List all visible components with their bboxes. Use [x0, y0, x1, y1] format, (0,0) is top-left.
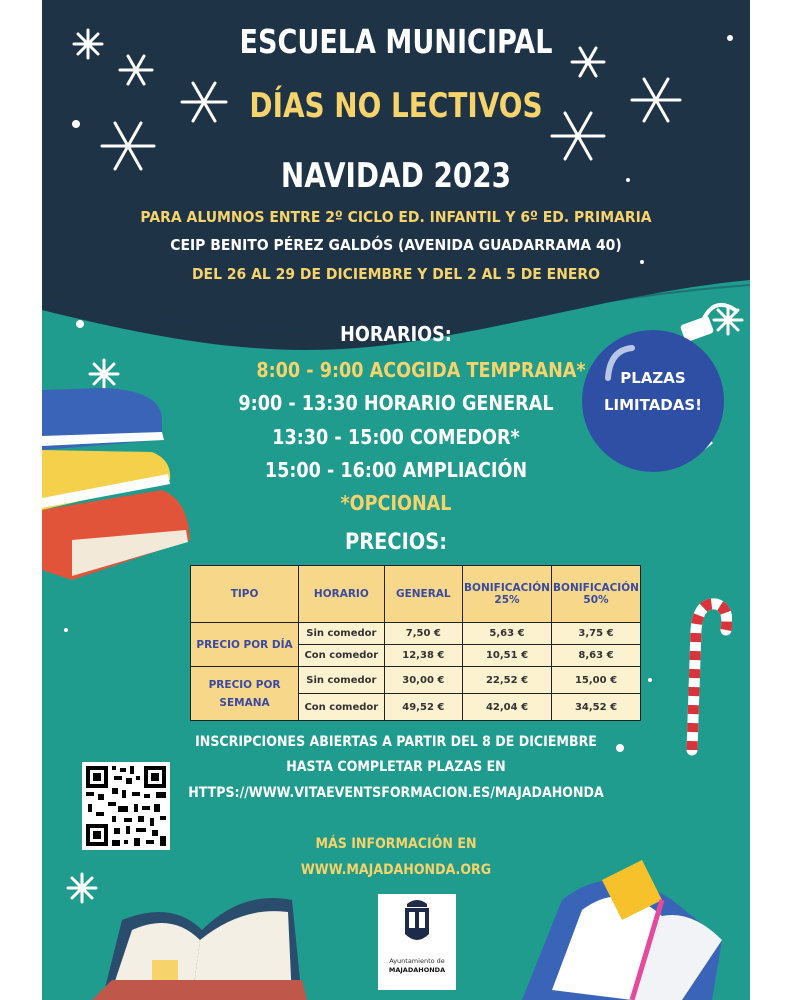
table-cell: 22,52 €: [463, 667, 552, 694]
table-cell: 49,52 €: [384, 694, 462, 721]
horario-item: 15:00 - 16:00 AMPLIACIÓN: [264, 458, 528, 482]
inscripciones-line-2: HASTA COMPLETAR PLAZAS EN: [286, 759, 506, 775]
table-cell: 12,38 €: [384, 645, 462, 667]
table-cell: Con comedor: [299, 694, 385, 721]
table-cell: 8,63 €: [551, 645, 640, 667]
horario-item: *OPCIONAL: [340, 491, 452, 515]
open-book-left-illustration: [92, 860, 312, 1000]
inscripciones-line-1: INSCRIPCIONES ABIERTAS A PARTIR DEL 8 DE DICIEMBRE: [195, 734, 597, 750]
precios-title: PRECIOS:: [345, 530, 447, 555]
title-dias-no-lectivos: DÍAS NO LECTIVOS: [249, 86, 543, 126]
table-header-cell: BONIFICACIÓN 25%: [463, 566, 552, 623]
city-crest-icon: [378, 894, 456, 954]
table-header-row: [191, 566, 641, 623]
horario-item: 9:00 - 13:30 HORARIO GENERAL: [238, 391, 554, 415]
info-fechas: DEL 26 AL 29 DE DICIEMBRE Y DEL 2 AL 5 DE ENERO: [191, 265, 601, 283]
table-row: [191, 667, 641, 694]
mas-informacion-url[interactable]: WWW.MAJADAHONDA.ORG: [300, 862, 492, 878]
table-cell: 15,00 €: [551, 667, 640, 694]
table-header-cell: HORARIO: [299, 566, 385, 623]
table-cell: 30,00 €: [384, 667, 462, 694]
badge-line-2: LIMITADAS!: [603, 396, 703, 414]
table-header-cell: GENERAL: [384, 566, 462, 623]
table-header-cell: BONIFICACIÓN 50%: [551, 566, 640, 623]
table-cell: 10,51 €: [463, 645, 552, 667]
snowflake-icon: [74, 30, 102, 58]
table-row: [191, 623, 641, 645]
poster: [42, 0, 750, 1000]
table-cell: 42,04 €: [463, 694, 552, 721]
table-cell: 34,52 €: [551, 694, 640, 721]
ayuntamiento-logo: [378, 894, 456, 990]
info-alumnos: PARA ALUMNOS ENTRE 2º CICLO ED. INFANTIL Y 6º ED. PRIMARIA: [140, 208, 652, 226]
inscripciones-url[interactable]: HTTPS://WWW.VITAEVENTSFORMACION.ES/MAJADAHONDA: [188, 785, 604, 801]
horarios-title: HORARIOS:: [340, 322, 452, 346]
table-cell: Con comedor: [299, 645, 385, 667]
horario-item: 13:30 - 15:00 COMEDOR*: [272, 425, 520, 449]
table-cell: 7,50 €: [384, 623, 462, 645]
table-header-cell: TIPO: [191, 566, 299, 623]
title-escuela-municipal: ESCUELA MUNICIPAL: [239, 22, 553, 61]
title-navidad-2023: NAVIDAD 2023: [280, 156, 512, 196]
table-cell: Sin comedor: [299, 667, 385, 694]
badge-line-1: PLAZAS: [620, 369, 686, 387]
mas-informacion-label: MÁS INFORMACIÓN EN: [315, 836, 477, 852]
table-cell: Sin comedor: [299, 623, 385, 645]
info-colegio: CEIP BENITO PÉREZ GALDÓS (AVENIDA GUADARRAMA 40): [170, 236, 622, 254]
prices-table: [190, 565, 641, 721]
table-cell: 3,75 €: [551, 623, 640, 645]
row-group-label: PRECIO POR DÍA: [191, 623, 299, 667]
logo-text-1: Ayuntamiento de: [389, 957, 445, 965]
horario-item: 8:00 - 9:00 ACOGIDA TEMPRANA*: [256, 358, 586, 382]
row-group-label: PRECIO POR SEMANA: [191, 667, 299, 721]
logo-text-2: MAJADAHONDA: [388, 966, 446, 974]
table-cell: 5,63 €: [463, 623, 552, 645]
